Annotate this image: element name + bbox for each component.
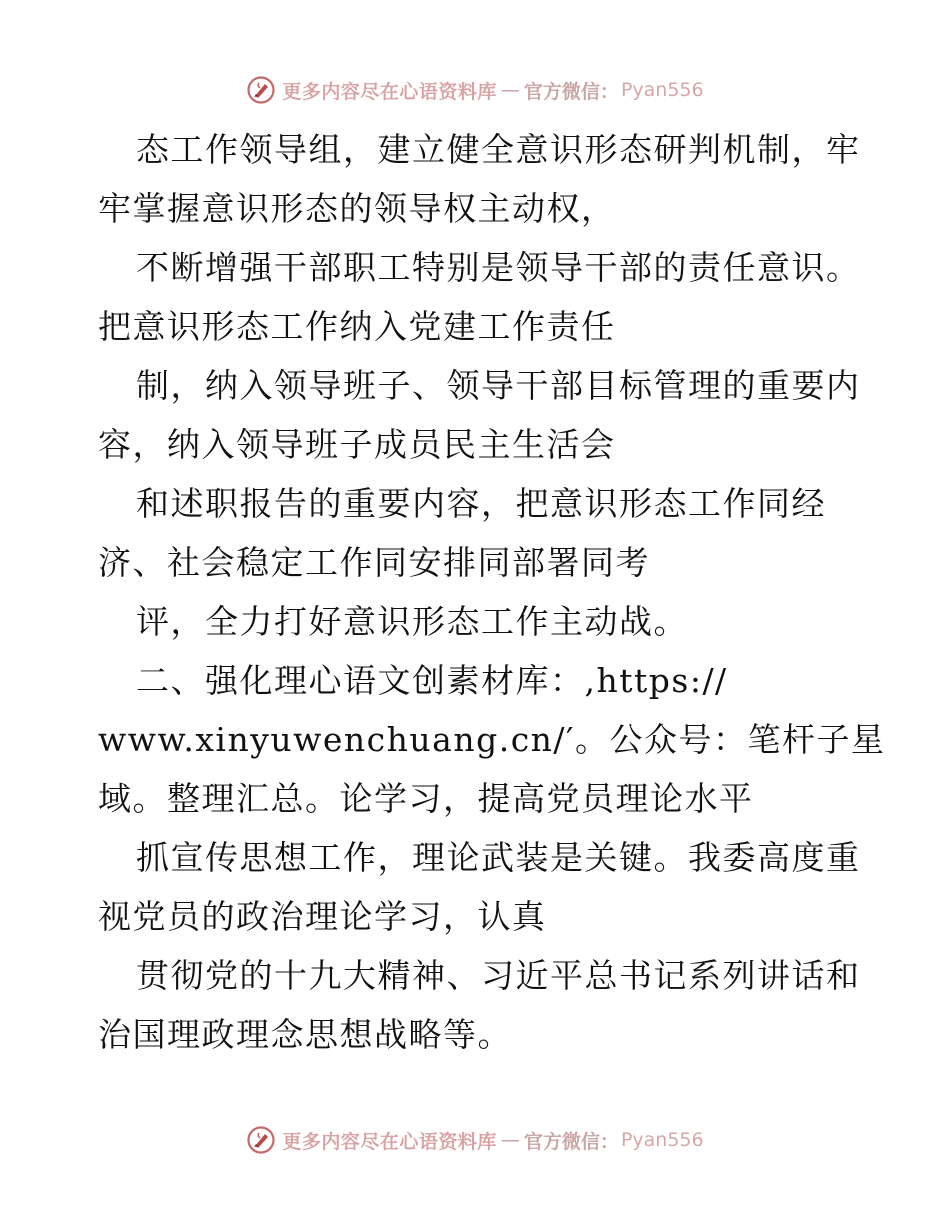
section-heading-line: 二、强化理心语文创素材库：,https:// [136, 661, 728, 700]
paragraph-line: www.xinyuwenchuang.cn/′。公众号：笔杆子星 [98, 720, 886, 759]
banner-separator: — [500, 79, 520, 101]
pen-quill-logo-icon [246, 1125, 276, 1155]
document-body [98, 120, 886, 1064]
footer-watermark-banner [0, 1120, 950, 1160]
wechat-id: Pyan556 [620, 1129, 704, 1151]
site-name-text: 更多内容尽在心语资料库 [282, 1130, 497, 1153]
paragraph-line: 治国理政理念思想战略等。 [98, 1015, 512, 1054]
paragraph-line: 评，全力打好意识形态工作主动战。 [136, 602, 688, 641]
paragraph-line: 视党员的政治理论学习，认真 [98, 897, 547, 936]
paragraph-line: 和述职报告的重要内容，把意识形态工作同经 [136, 484, 826, 523]
paragraph-line: 贯彻党的十九大精神、习近平总书记系列讲话和 [136, 956, 861, 995]
banner-separator: — [500, 1129, 520, 1151]
wechat-id: Pyan556 [620, 79, 704, 101]
paragraph-line: 不断增强干部职工特别是领导干部的责任意识。 [136, 248, 861, 287]
paragraph-line: 济、社会稳定工作同安排同部署同考 [98, 543, 650, 582]
paragraph-line: 容，纳入领导班子成员民主生活会 [98, 425, 616, 464]
paragraph-line: 牢掌握意识形态的领导权主动权， [98, 189, 616, 228]
paragraph-line: 制，纳入领导班子、领导干部目标管理的重要内 [136, 366, 861, 405]
paragraph-line: 抓宣传思想工作，理论武装是关键。我委高度重 [136, 838, 861, 877]
wechat-label: 官方微信： [523, 80, 619, 103]
paragraph-line: 态工作领导组，建立健全意识形态研判机制，牢 [136, 130, 861, 169]
paragraph-line: 域。整理汇总。论学习，提高党员理论水平 [98, 779, 754, 818]
header-watermark-banner [0, 70, 950, 110]
paragraph-line: 把意识形态工作纳入党建工作责任 [98, 307, 616, 346]
wechat-label: 官方微信： [523, 1130, 619, 1153]
pen-quill-logo-icon [246, 75, 276, 105]
site-name-text: 更多内容尽在心语资料库 [282, 80, 497, 103]
